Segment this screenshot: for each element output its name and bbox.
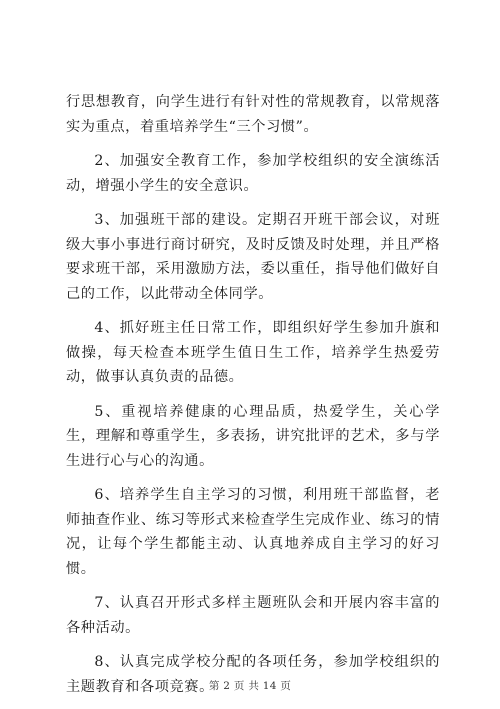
paragraph-item-2: 2、加强安全教育工作，参加学校组织的安全演练活动，增强小学生的安全意识。 [66, 153, 440, 194]
paragraph-item-5: 5、重视培养健康的心理品质，热爱学生，关心学生，理解和尊重学生，多表扬，讲究批评的艺术，多与学生进行心与心的沟通。 [66, 403, 440, 469]
paragraph-item-4: 4、抓好班主任日常工作，即组织好学生参加升旗和做操，每天检查本班学生值日生工作，培养学生热爱劳动，做事认真负责的品德。 [66, 320, 440, 385]
paragraph-item-8: 8、认真完成学校分配的各项任务，参加学校组织的主题教育和各项竞赛。 [66, 654, 440, 695]
page-number-footer: 第 2 页 共 14 页 [208, 680, 292, 692]
paragraph-continuation: 行思想教育，向学生进行有针对性的常规教育，以常规落实为重点，着重培养学生“三个习惯”。 [66, 94, 440, 135]
paragraph-item-6: 6、培养学生自主学习的习惯，利用班干部监督，老师抽查作业、练习等形式来检查学生完成作业、练习的情况，让每个学生都能主动、认真地养成自主学习的好习惯。 [66, 487, 440, 577]
paragraph-item-7: 7、认真召开形式多样主题班队会和开展内容丰富的各种活动。 [66, 595, 440, 636]
paragraph-item-3: 3、加强班干部的建设。定期召开班干部会议，对班级大事小事进行商讨研究，及时反馈及时处理，并且严格要求班干部，采用激励方法，委以重任，指导他们做好自己的工作，以此带动全体同学。 [66, 212, 440, 302]
document-body [66, 90, 440, 709]
